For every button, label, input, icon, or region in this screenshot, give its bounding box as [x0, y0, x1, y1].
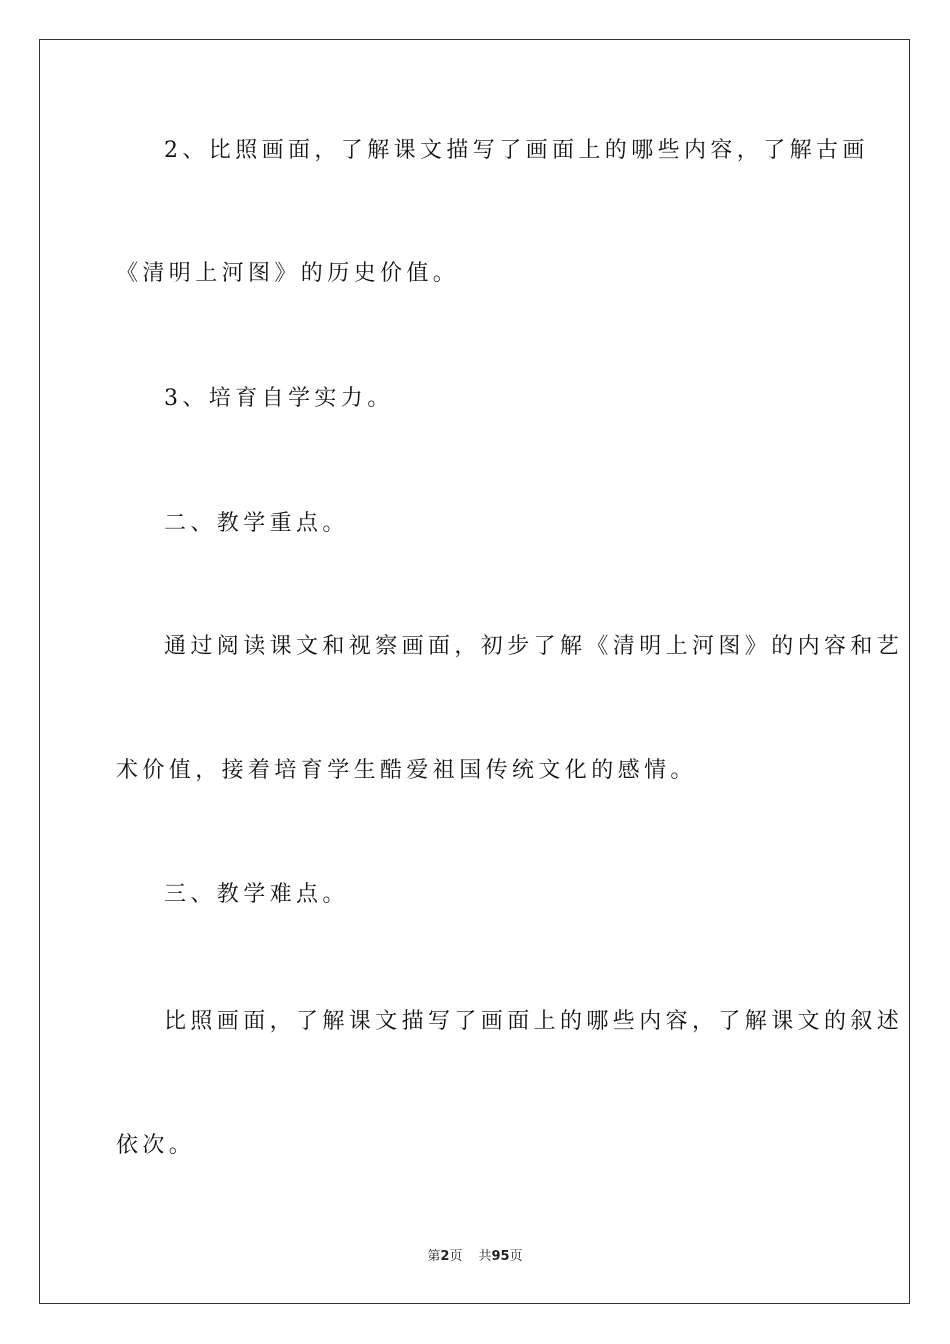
section-heading-difficulties: 三、教学难点。 — [164, 882, 349, 907]
page-prefix: 第 — [427, 1249, 441, 1264]
page-border — [39, 39, 910, 1304]
paragraph-line-9: 依次。 — [116, 1133, 196, 1158]
total-prefix: 共 — [478, 1249, 492, 1264]
page-footer — [0, 1248, 950, 1266]
section-heading-key-points: 二、教学重点。 — [164, 511, 349, 536]
paragraph-line-1: 2、比照画面，了解课文描写了画面上的哪些内容，了解古画 — [164, 138, 869, 163]
paragraph-line-6: 术价值，接着培育学生酷爱祖国传统文化的感情。 — [116, 758, 697, 783]
total-suffix: 页 — [509, 1249, 523, 1264]
page-number: 2 — [440, 1249, 450, 1264]
paragraph-line-5: 通过阅读课文和视察画面，初步了解《清明上河图》的内容和艺 — [164, 634, 904, 659]
paragraph-line-8: 比照画面，了解课文描写了画面上的哪些内容，了解课文的叙述 — [164, 1009, 904, 1034]
paragraph-line-2: 《清明上河图》的历史价值。 — [116, 261, 460, 286]
paragraph-line-3: 3、培育自学实力。 — [164, 386, 394, 411]
total-pages: 95 — [491, 1249, 510, 1264]
page-suffix: 页 — [449, 1249, 463, 1264]
